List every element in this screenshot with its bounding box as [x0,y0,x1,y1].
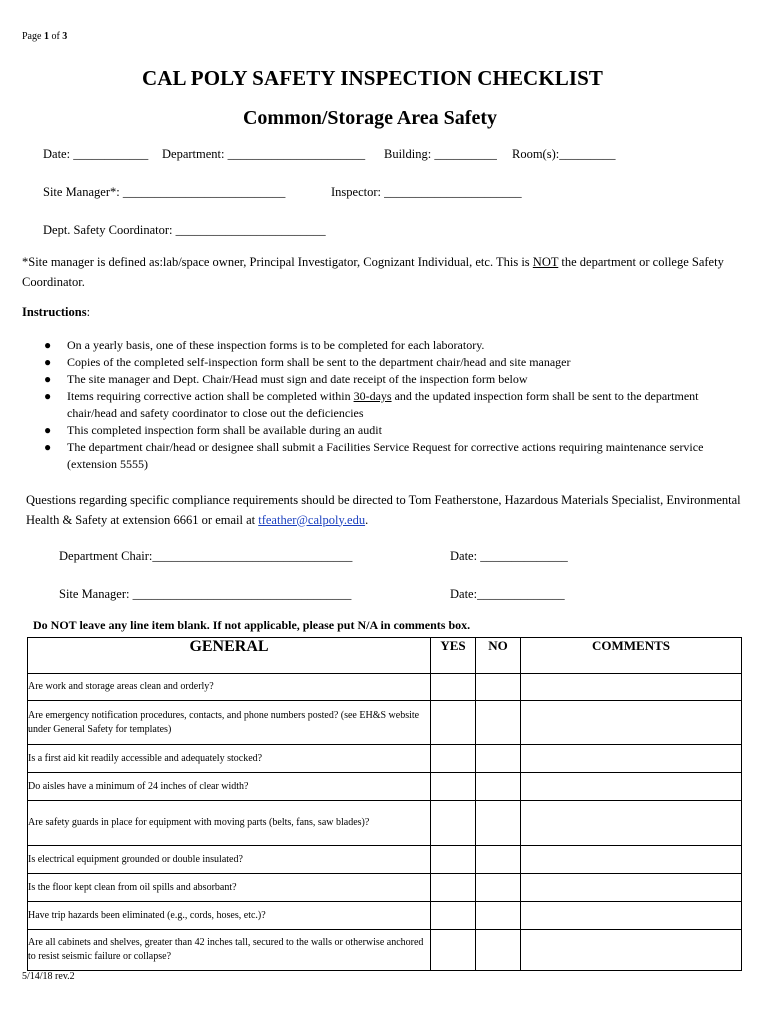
question-cell: Is electrical equipment grounded or double insulated? [28,846,431,874]
yes-cell[interactable] [431,874,476,902]
page-total: 3 [62,31,68,42]
table-header-row [28,638,742,674]
yes-cell[interactable] [431,902,476,930]
list-item: ● Copies of the completed self-inspection form shall be sent to the department chair/head and site manager [44,355,571,369]
comments-cell[interactable] [521,874,742,902]
comments-header: COMMENTS [521,638,742,674]
dept-chair-date-field[interactable]: Date: ______________ [450,549,568,563]
no-header: NO [476,638,521,674]
page-number [22,31,67,42]
no-cell[interactable] [476,701,521,745]
page-current: 1 [43,31,49,42]
yes-cell[interactable] [431,930,476,971]
question-cell: Are safety guards in place for equipment with moving parts (belts, fans, saw blades)? [28,801,431,846]
list-item: ● The site manager and Dept. Chair/Head must sign and date receipt of the inspection form below [44,372,528,386]
no-cell[interactable] [476,874,521,902]
question-cell: Do aisles have a minimum of 24 inches of clear width? [28,773,431,801]
comments-cell[interactable] [521,745,742,773]
inspector-field[interactable]: Inspector: ______________________ [331,185,522,199]
yes-cell[interactable] [431,674,476,701]
inspection-table [27,637,742,971]
table-row [28,874,742,902]
dept-safety-coordinator-field[interactable]: Dept. Safety Coordinator: ________________________ [43,223,326,237]
question-cell: Is the floor kept clean from oil spills and absorbant? [28,874,431,902]
comments-cell[interactable] [521,701,742,745]
revision-footer: 5/14/18 rev.2 [22,971,75,982]
question-cell: Have trip hazards been eliminated (e.g., cords, hoses, etc.)? [28,902,431,930]
table-row [28,674,742,701]
comments-cell[interactable] [521,930,742,971]
comments-cell[interactable] [521,773,742,801]
yes-cell[interactable] [431,701,476,745]
table-row [28,745,742,773]
comments-cell[interactable] [521,801,742,846]
note-emphasis: NOT [532,255,559,269]
building-field[interactable]: Building: __________ [384,147,497,161]
site-manager-note: *Site manager is defined as:lab/space owner, Principal Investigator, Cognizant Individual, etc. This is NOT the department or college Safety Coordinator. [22,255,724,289]
yes-cell[interactable] [431,745,476,773]
list-item: ● Items requiring corrective action shall be completed within 30-days and the updated inspection form shall be sent to the department chair/head and safety coordinator to close out the deficiencies [44,389,699,420]
comments-cell[interactable] [521,674,742,701]
table-row [28,902,742,930]
question-cell: Is a first aid kit readily accessible and adequately stocked? [28,745,431,773]
yes-cell[interactable] [431,846,476,874]
list-item: ● On a yearly basis, one of these inspection forms is to be completed for each laboratory. [44,338,485,352]
no-cell[interactable] [476,674,521,701]
page-title: CAL POLY SAFETY INSPECTION CHECKLIST [141,66,604,90]
dept-chair-signature-field[interactable]: Department Chair:________________________________ [59,549,353,563]
site-manager-date-field[interactable]: Date:______________ [450,587,565,601]
list-item: ● This completed inspection form shall be available during an audit [44,423,382,437]
question-cell: Are all cabinets and shelves, greater than 42 inches tall, secured to the walls or otherwise anchored to resist seismic failure or collapse? [28,930,431,971]
instructions-list [22,337,742,473]
no-cell[interactable] [476,902,521,930]
table-row [28,701,742,745]
page-of: of [51,31,60,42]
yes-cell[interactable] [431,801,476,846]
no-cell[interactable] [476,801,521,846]
site-manager-signature-field[interactable]: Site Manager: ___________________________________ [59,587,352,601]
table-row [28,801,742,846]
list-item: ● The department chair/head or designee shall submit a Facilities Service Request for corrective actions requiring maintenance service (extension 5555) [44,440,704,471]
comments-cell[interactable] [521,846,742,874]
department-field[interactable]: Department: ______________________ [162,147,366,161]
page-label: Page [22,31,42,42]
question-cell: Are work and storage areas clean and orderly? [28,674,431,701]
blank-warning: Do NOT leave any line item blank. If not applicable, please put N/A in comments box. [33,618,471,632]
question-cell: Are emergency notification procedures, contacts, and phone numbers posted? (see EH&S website under General Safety for templates) [28,701,431,745]
yes-header: YES [431,638,476,674]
no-cell[interactable] [476,846,521,874]
comments-cell[interactable] [521,902,742,930]
date-field[interactable]: Date: ____________ [43,147,149,161]
no-cell[interactable] [476,773,521,801]
table-row [28,930,742,971]
instructions-heading: Instructions: [22,305,91,319]
table-row [28,773,742,801]
table-row [28,846,742,874]
site-manager-field[interactable]: Site Manager*: __________________________ [43,185,286,199]
email-link[interactable]: tfeather@calpoly.edu [258,512,366,527]
page-subtitle: Common/Storage Area Safety [242,107,498,129]
section-header: GENERAL [28,638,431,674]
no-cell[interactable] [476,930,521,971]
contact-paragraph: Questions regarding specific compliance requirements should be directed to Tom Featherstone, Hazardous Materials Specialist, Environmental Health & Safety at extension 6661 or email at tfeather@calpoly.edu. [26,493,741,527]
yes-cell[interactable] [431,773,476,801]
no-cell[interactable] [476,745,521,773]
rooms-field[interactable]: Room(s):_________ [512,147,616,161]
